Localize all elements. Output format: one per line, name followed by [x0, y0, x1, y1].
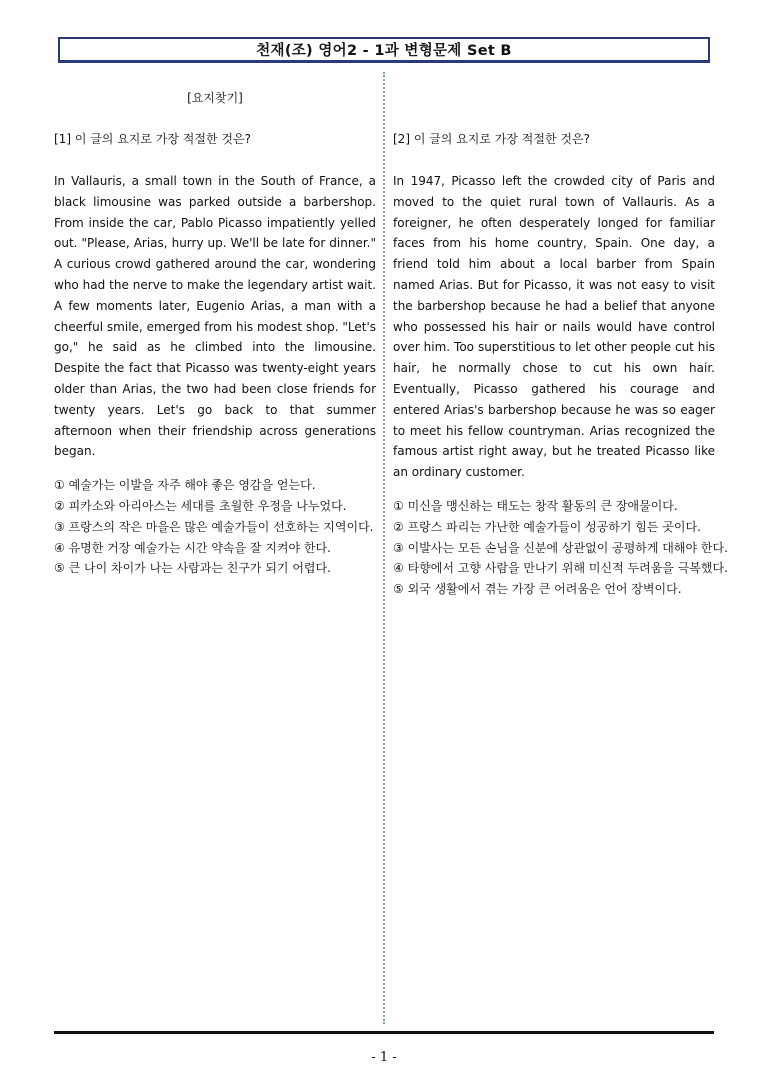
footer-rule	[54, 1031, 714, 1034]
left-column	[54, 88, 376, 591]
question-1: [1] 이 글의 요지로 가장 적절한 것은?	[54, 132, 251, 146]
choice-item: ④ 타향에서 고향 사람을 만나기 위해 미신적 두려움을 극복했다.	[393, 561, 728, 576]
passage-2: In 1947, Picasso left the crowded city of Paris and moved to the quiet rural town of Vallauris. As a foreigner, he often desperately longed for familiar faces from his home country, Spain. One day, a friend told him about a local barber from Spain named Arias. But for Picasso, it was not easy to visit the barbershop because he had a belief that anyone who possessed his hair or nails would have control over him. Too superstitious to let other people cut his hair, he normally chose to cut his own hair. Eventually, Picasso gathered his courage and entered Arias's barbershop because he was so eager to meet his fellow countryman. Arias recognized the famous artist right away, but he treated Picasso like an ordinary customer.	[393, 174, 715, 480]
column-divider	[383, 72, 385, 1024]
passage-1: In Vallauris, a small town in the South of France, a black limousine was parked outside a barbershop. From inside the car, Pablo Picasso impatiently yelled out. "Please, Arias, hurry up. We'll be late for dinner." A curious crowd gathered around the car, wondering who had the nerve to make the legendary artist wait. A few moments later, Eugenio Arias, a man with a cheerful smile, emerged from his modest shop. "Let's go," he said as he climbed into the limousine. Despite the fact that Picasso was twenty-eight years older than Arias, the two had been close friends for twenty years. Let's go back to that summer afternoon when their friendship across generations began.	[54, 174, 376, 459]
section-heading: [요지찾기]	[187, 91, 243, 105]
page-number: - 1 -	[371, 1050, 397, 1065]
choice-item: ③ 이발사는 모든 손님을 신분에 상관없이 공평하게 대해야 한다.	[393, 540, 728, 555]
choice-item: ⑤ 큰 나이 차이가 나는 사람과는 친구가 되기 어렵다.	[54, 561, 331, 576]
right-column	[393, 88, 728, 612]
question-2: [2] 이 글의 요지로 가장 적절한 것은?	[393, 132, 590, 146]
section-spacer	[393, 88, 715, 109]
choice-item: ③ 프랑스의 작은 마을은 많은 예술가들이 선호하는 지역이다.	[54, 519, 374, 534]
choice-item: ④ 유명한 거장 예술가는 시간 약속을 잘 지켜야 한다.	[54, 540, 331, 555]
choice-item: ① 미신을 맹신하는 태도는 창작 활동의 큰 장애물이다.	[393, 498, 678, 513]
choice-item: ② 피카소와 아리아스는 세대를 초월한 우정을 나누었다.	[54, 498, 347, 513]
choice-item: ② 프랑스 파리는 가난한 예술가들이 성공하기 힘든 곳이다.	[393, 519, 701, 534]
choices-1	[54, 475, 376, 579]
page-title: 천재(조) 영어2 - 1과 변형문제 Set B	[58, 37, 710, 63]
choice-item: ① 예술가는 이발을 자주 해야 좋은 영감을 얻는다.	[54, 478, 316, 493]
choice-item: ⑤ 외국 생활에서 겪는 가장 큰 어려움은 언어 장벽이다.	[393, 582, 682, 597]
choices-2	[393, 496, 728, 600]
